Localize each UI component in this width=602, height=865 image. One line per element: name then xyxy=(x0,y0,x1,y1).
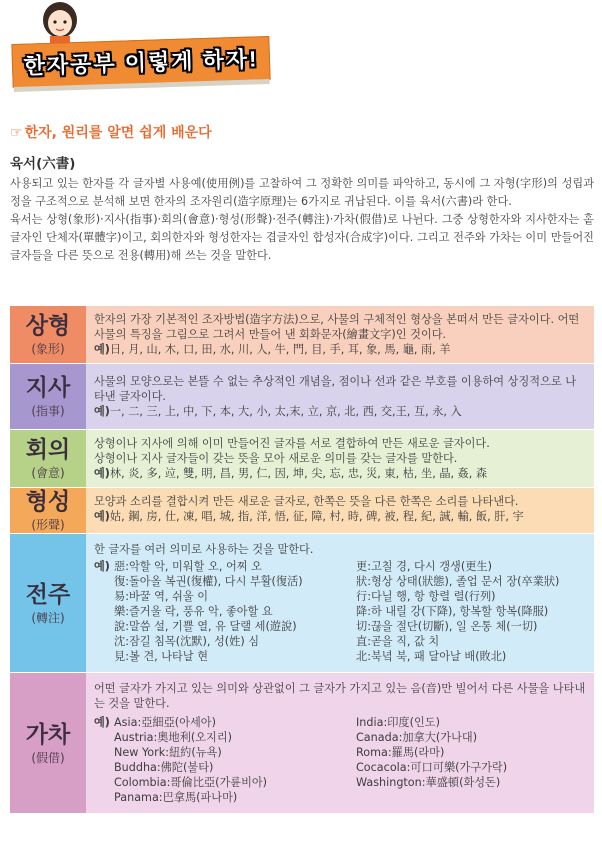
example-text: 林, 炎, 多, 竝, 雙, 明, 昌, 男, 仁, 因, 坤, 尖, 忘, 忠, 災, 東, 枯, 坐, 晶, 姦, 森 xyxy=(109,467,488,480)
category-hanja: (轉注) xyxy=(31,610,65,625)
example-entry: 說:말씀 설, 기쁠 열, 유 달랠 세(遊說) xyxy=(114,620,297,633)
list-item: Cocacola:可口可樂(가구가락) xyxy=(356,761,508,774)
list-item xyxy=(94,604,356,619)
list-item xyxy=(94,760,356,775)
table-row xyxy=(10,430,594,488)
example-text: 一, 二, 三, 上, 中, 下, 本, 大, 小, 太,末, 立, 京, 北, 西, 交,王, 互, 永, 入 xyxy=(109,405,462,418)
row-body xyxy=(86,306,594,363)
category-name: 상형 xyxy=(25,312,71,338)
pointing-hand-icon: ☞ xyxy=(10,125,23,141)
list-item xyxy=(94,649,356,664)
girl-mascot-icon xyxy=(36,0,84,44)
list-item xyxy=(94,559,356,574)
list-item: 直:곧을 직, 값 치 xyxy=(356,635,440,648)
row-description: 어떤 글자가 가지고 있는 의미와 상관없이 그 글자가 가지고 있는 음(音)만 빌어서 다른 사물을 나타내는 것을 말한다. xyxy=(94,682,586,710)
row-label xyxy=(10,673,86,813)
list-item: Washington:華盛頓(화성돈) xyxy=(356,776,501,789)
row-description: 한자의 가장 기본적인 조자방법(造字方法)으로, 사물의 구체적인 형상을 본떠서 만든 글자이다. 어떤 사물의 특징을 그림으로 그려서 만들어 낸 회화문자(繪畫文字)인 것이다. xyxy=(94,313,580,341)
category-name: 형성 xyxy=(25,488,71,514)
row-examples xyxy=(94,509,586,524)
list-item xyxy=(94,790,356,805)
category-hanja: (會意) xyxy=(31,466,65,480)
list-item xyxy=(94,715,356,730)
example-entry: Austria:奧地利(오지리) xyxy=(114,731,233,744)
header xyxy=(0,0,602,96)
page-title: 한자공부 이렇게 하자! xyxy=(23,46,259,79)
list-item: 北:북녘 북, 패 달아날 배(敗北) xyxy=(356,650,507,663)
example-prefix: 예) xyxy=(94,716,110,729)
category-name: 가차 xyxy=(25,720,71,747)
list-item xyxy=(94,730,356,745)
list-item xyxy=(94,745,356,760)
table-row xyxy=(10,488,594,534)
category-hanja: (象形) xyxy=(31,342,65,356)
intro-paragraph-1: 사용되고 있는 한자를 각 글자별 사용예(使用例)를 고찰하여 그 정확한 의미를 파악하고, 동시에 그 자형(字形)의 성립과정을 구조적으로 분석해 보면 한자의 조자원리(造字原理)는 6가지로 귀납된다. 이를 육서(六書)라 한다. xyxy=(10,177,594,208)
six-scripts-table xyxy=(10,306,594,814)
list-item: 更:고칠 경, 다시 갱생(更生) xyxy=(356,560,492,573)
example-entry: Buddha:佛陀(불타) xyxy=(114,761,214,774)
example-column-right xyxy=(356,715,586,805)
table-row xyxy=(10,306,594,364)
example-entry: 樂:즐거울 락, 풍유 악, 좋아할 요 xyxy=(114,605,273,618)
row-description: 상형이나 지사에 의해 이미 만들어진 글자를 서로 결합하여 만든 새로운 글자이다. xyxy=(94,437,490,450)
example-entry: 沈:잠길 침목(沈默), 성(姓) 심 xyxy=(114,635,260,648)
list-item xyxy=(94,775,356,790)
row-description: 한 글자를 여러 의미로 사용하는 것을 말한다. xyxy=(94,543,314,556)
list-item xyxy=(94,619,356,634)
row-body xyxy=(86,430,594,487)
example-column-left xyxy=(94,715,356,805)
example-text: 日, 月, 山, 木, 口, 田, 水, 川, 人, 牛, 門, 目, 手, 耳, 象, 馬, 龜, 雨, 羊 xyxy=(109,343,451,356)
row-description-2: 상형이나 지사 글자들이 갖는 뜻을 모아 새로운 의미를 갖는 글자를 말한다. xyxy=(94,452,458,465)
row-description: 사물의 모양으로는 본뜰 수 없는 추상적인 개념을, 점이나 선과 같은 부호를 이용하여 상징적으로 나타낸 글자이다. xyxy=(94,375,577,403)
example-entry: 見:볼 견, 나타날 현 xyxy=(114,650,209,663)
row-body xyxy=(86,488,594,533)
table-row xyxy=(10,364,594,430)
row-body xyxy=(86,534,594,672)
list-item: Roma:羅馬(라마) xyxy=(356,746,445,759)
table-row xyxy=(10,673,594,814)
row-label xyxy=(10,430,86,487)
row-label xyxy=(10,306,86,363)
table-row xyxy=(10,534,594,673)
row-label xyxy=(10,534,86,672)
example-columns xyxy=(94,559,586,664)
category-hanja: (指事) xyxy=(31,404,65,418)
list-item xyxy=(94,634,356,649)
example-columns xyxy=(94,715,586,805)
row-label xyxy=(10,364,86,429)
example-entry: Panama:巴拿馬(파나마) xyxy=(114,791,238,804)
list-item: 狀:형상 상태(狀態), 졸업 문서 장(卒業狀) xyxy=(356,575,560,588)
list-item: 切:끊을 절단(切斷), 일 온통 체(一切) xyxy=(356,620,538,633)
list-item: India:印度(인도) xyxy=(356,716,440,729)
example-text: 姑, 鋼, 房, 仕, 凍, 唱, 城, 指, 洋, 悟, 征, 障, 村, 時, 碑, 被, 程, 紀, 誠, 輸, 飯, 肝, 宇 xyxy=(109,510,524,523)
category-name: 지사 xyxy=(25,374,71,400)
row-examples xyxy=(94,466,586,481)
list-item: Canada:加拿大(가나대) xyxy=(356,731,478,744)
row-label xyxy=(10,488,86,533)
row-body xyxy=(86,673,594,813)
example-column-left xyxy=(94,559,356,664)
example-prefix: 예) xyxy=(94,510,110,523)
title-banner xyxy=(11,36,270,88)
example-column-right xyxy=(356,559,586,664)
row-description: 모양과 소리를 결합시켜 만든 새로운 글자로, 한쪽은 뜻을 다른 한쪽은 소리를 나타낸다. xyxy=(94,495,519,508)
row-examples xyxy=(94,342,586,357)
example-prefix: 예) xyxy=(94,560,110,573)
list-item xyxy=(94,589,356,604)
example-entry: Colombia:哥倫比亞(가륜비아) xyxy=(114,776,268,789)
row-body xyxy=(86,364,594,429)
subtitle-text: 한자, 원리를 알면 쉽게 배운다 xyxy=(24,125,212,141)
category-hanja: (形聲) xyxy=(31,518,65,532)
example-prefix: 예) xyxy=(94,343,110,356)
example-prefix: 예) xyxy=(94,467,110,480)
list-item: 行:다닐 행, 항 항렬 렬(行列) xyxy=(356,590,496,603)
example-entry: 易:바꿀 역, 쉬울 이 xyxy=(114,590,209,603)
intro-paragraph-2: 육서는 상형(象形)·지사(指事)·회의(會意)·형성(形聲)·전주(轉注)·가차(假借)로 나뉜다. 그중 상형한자와 지사한자는 홑글자인 단체자(單體字)이고, 회의한자와 형성한자는 겹글자인 합성자(合成字)이다. 그리고 전주와 가차는 이미 만들어진 글자들을 다른 뜻으로 전용(轉用)해 쓰는 것을 말한다. xyxy=(10,213,594,262)
intro-section xyxy=(10,152,594,265)
example-entry: Asia:亞細亞(아세아) xyxy=(114,716,216,729)
category-name: 회의 xyxy=(25,436,71,462)
list-item: 降:하 내릴 강(下降), 항복할 항복(降服) xyxy=(356,605,549,618)
example-prefix: 예) xyxy=(94,405,110,418)
example-entry: 惡:악할 악, 미워할 오, 어찌 오 xyxy=(114,560,262,573)
section-subtitle xyxy=(10,122,212,142)
list-item xyxy=(94,574,356,589)
intro-heading: 육서(六書) xyxy=(10,156,76,172)
row-examples xyxy=(94,404,586,419)
category-hanja: (假借) xyxy=(31,750,65,765)
example-entry: New York:紐約(뉴욕) xyxy=(114,746,222,759)
example-entry: 復:돌아올 복권(復權), 다시 부활(復活) xyxy=(114,575,303,588)
category-name: 전주 xyxy=(25,580,71,607)
